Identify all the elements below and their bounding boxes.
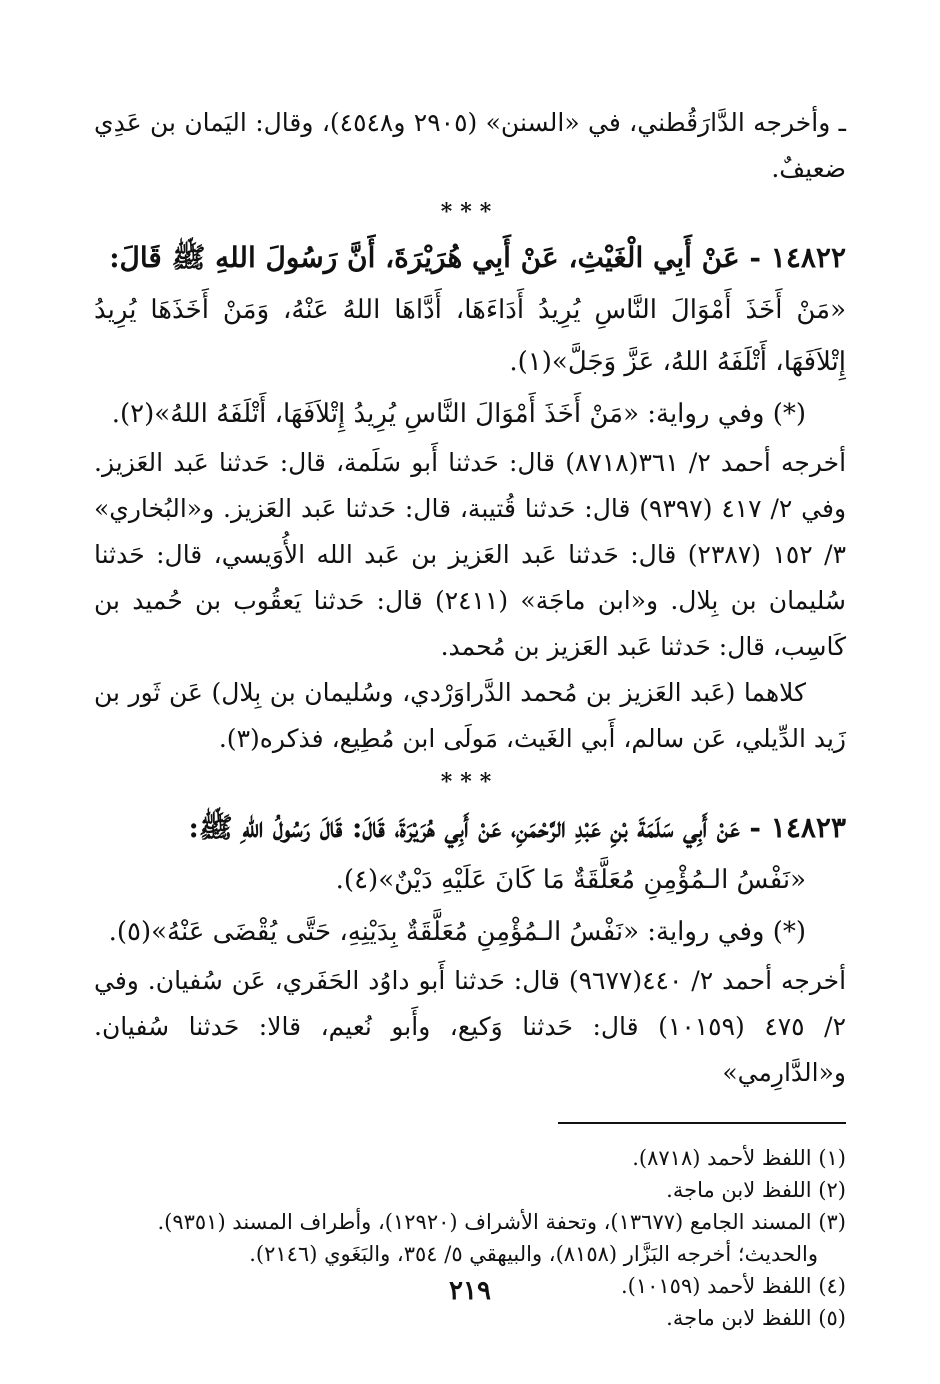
hadith-14823-matn: «نَفْسُ الـمُؤْمِنِ مُعَلَّقَةٌ مَا كَانَ عَلَيْهِ دَيْنٌ»(٤). xyxy=(335,865,806,895)
section-separator: *** xyxy=(440,199,500,225)
hadith-14822-chain: كلاهما (عَبد العَزيز بن مُحمد الدَّراوَرْدي، وسُليمان بن بِلال) عَن ثَور بن زَيد الدِّيلي، عَن سالم، أَبي الغَيث، مَولَى ابن مُطِيع، فذكره(٣). xyxy=(94,678,846,753)
hadith-14822-header: ١٤٨٢٢ - عَنْ أَبِي الْغَيْثِ، عَنْ أَبِي هُرَيْرَةَ، أَنَّ رَسُولَ اللهِ ﷺ قَالَ: xyxy=(109,241,846,274)
intro-paragraph: ـ وأخرجه الدَّارَقُطني، في «السنن» (٢٩٠٥ و٤٥٤٨)، وقال: اليَمان بن عَدِي ضعيفٌ. xyxy=(94,108,846,183)
footnote-4: (٤) اللفظ لأحمد (١٠١٥٩). xyxy=(620,1274,846,1298)
footnote-1: (١) اللفظ لأحمد (٨٧١٨). xyxy=(632,1146,846,1170)
footnote-3: (٣) المسند الجامع (١٣٦٧٧)، وتحفة الأشراف (١٢٩٢٠)، وأطراف المسند (٩٣٥١). xyxy=(157,1210,846,1234)
hadith-14822-matn: «مَنْ أَخَذَ أَمْوَالَ النَّاسِ يُرِيدُ أَدَاءَهَا، أَدَّاهَا اللهُ عَنْهُ، وَمَنْ أَخَذَهَا يُرِيدُ إِتْلاَفَهَا، أَتْلَفَهُ اللهُ، عَزَّ وَجَلَّ»(١). xyxy=(94,295,846,377)
footnote-divider xyxy=(558,1122,846,1124)
footnote-5: (٥) اللفظ لابن ماجة. xyxy=(666,1306,846,1330)
hadith-14823-takhrij: أخرجه أحمد ٢/ ٤٤٠(٩٦٧٧) قال: حَدثنا أَبو داوُد الحَفَري، عَن سُفيان. وفي ٢/ ٤٧٥ (١٠١٥٩) قال: حَدثنا وَكيع، وأَبو نُعيم، قالا: حَدثنا سُفيان. و«الدَّارِمي» xyxy=(94,966,847,1087)
hadith-14823-riwaya: (*) وفي رواية: «نَفْسُ الـمُؤْمِنِ مُعَلَّقَةٌ بِدَيْنِهِ، حَتَّى يُقْضَى عَنْهُ»(٥). xyxy=(108,917,806,947)
hadith-14823-header: ١٤٨٢٣ - عَنْ أَبِي سَلَمَةَ بْنِ عَبْدِ الرَّحْمَنِ، عَنْ أَبِي هُرَيْرَةَ، قَالَ: قَالَ رَسُولُ اللهِ ﷺ: xyxy=(188,811,846,844)
page-number: ٢١٩ xyxy=(449,1276,491,1306)
hadith-14822-takhrij: أخرجه أحمد ٢/ ٣٦١(٨٧١٨) قال: حَدثنا أَبو سَلَمة، قال: حَدثنا عَبد العَزيز. وفي ٢/ ٤١٧ (٩٣٩٧) قال: حَدثنا قُتيبة، قال: حَدثنا عَبد العَزيز. و«البُخاري» ٣/ ١٥٢ (٢٣٨٧) قال: حَدثنا عَبد العَزيز بن عَبد الله الأُوَيسي، قال: حَدثنا سُليمان بن بِلال. و«ابن ماجَة» (٢٤١١) قال: حَدثنا يَعقُوب بن حُميد بن كَاسِب، قال: حَدثنا عَبد العَزيز بن مُحمد. xyxy=(94,448,847,661)
hadith-14822-riwaya: (*) وفي رواية: «مَنْ أَخَذَ أَمْوَالَ النَّاسِ يُرِيدُ إِتْلاَفَهَا، أَتْلَفَهُ اللهُ»(٢). xyxy=(111,399,806,429)
section-separator: *** xyxy=(440,769,500,795)
footnote-3-continuation: والحديث؛ أخرجه البَزَّار (٨١٥٨)، والبيهقي ٥/ ٣٥٤، والبَغَوي (٢١٤٦). xyxy=(249,1242,818,1266)
footnote-2: (٢) اللفظ لابن ماجة. xyxy=(666,1178,846,1202)
